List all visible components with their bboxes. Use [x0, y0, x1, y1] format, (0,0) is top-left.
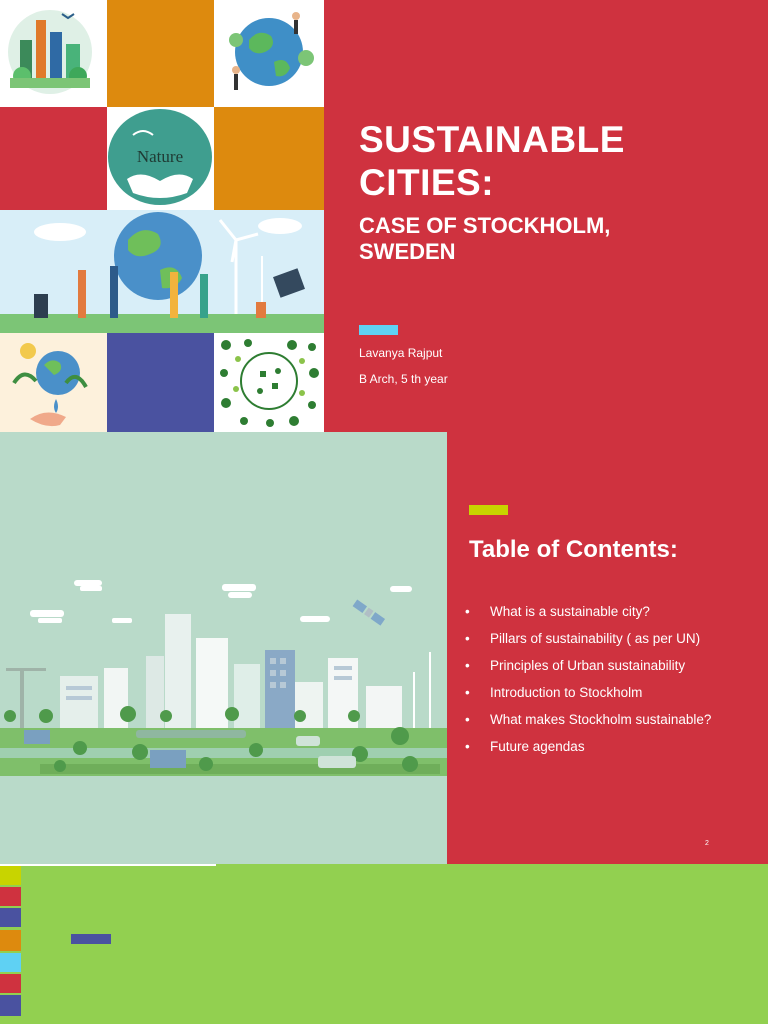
bullet-icon: • — [465, 604, 470, 619]
table-of-contents-heading: Table of Contents: — [469, 536, 678, 563]
red-block — [0, 107, 107, 210]
bullet-icon: • — [465, 712, 470, 727]
bullet-icon: • — [465, 739, 470, 754]
color-strip-navy — [0, 908, 21, 927]
toc-item: • Introduction to Stockholm — [465, 685, 643, 700]
accent-bar-lime — [469, 505, 508, 515]
bullet-icon: • — [465, 685, 470, 700]
nature-badge-text: Nature — [136, 147, 184, 166]
top-divider — [0, 864, 216, 866]
subtitle-line-2: SWEDEN — [359, 239, 456, 264]
title-line-1: SUSTAINABLE — [359, 119, 625, 160]
page-number: 2 — [705, 840, 709, 847]
color-strip-red-2 — [0, 974, 21, 993]
author-degree: B Arch, 5 th year — [359, 372, 448, 386]
bullet-icon: • — [465, 631, 470, 646]
eco-icons-globe-illustration — [214, 333, 324, 432]
green-city-illustration — [0, 0, 107, 107]
nature-hands-illustration — [107, 107, 214, 210]
city-illustration-panel — [0, 432, 447, 864]
presentation-subtitle — [359, 213, 759, 265]
toc-item: • Pillars of sustainability ( as per UN) — [465, 631, 701, 646]
orange-block — [107, 0, 214, 107]
section-slide — [0, 864, 768, 1024]
orange-block-2 — [214, 107, 324, 210]
title-line-2: CITIES: — [359, 162, 495, 203]
sustainable-city-illustration — [0, 432, 447, 864]
toc-item: • What makes Stockholm sustainable? — [465, 712, 712, 727]
section-slide-background — [0, 864, 768, 1024]
author-name: Lavanya Rajput — [359, 346, 443, 360]
title-slide — [0, 0, 768, 432]
bullet-icon: • — [465, 658, 470, 673]
table-of-contents-list — [465, 602, 725, 764]
color-strip-orange — [0, 930, 21, 951]
toc-item: • What is a sustainable city? — [465, 604, 650, 619]
color-strip-navy-2 — [0, 995, 21, 1016]
subtitle-line-1: CASE OF STOCKHOLM, — [359, 213, 611, 238]
navy-block — [107, 333, 214, 432]
globe-hands-illustration — [0, 333, 107, 432]
accent-bar-navy — [71, 934, 111, 944]
color-strip-blue — [0, 953, 21, 972]
people-earth-wind-illustration — [0, 210, 324, 333]
presentation-title — [359, 118, 759, 204]
globe-people-illustration — [214, 0, 324, 107]
accent-bar — [359, 325, 398, 335]
toc-item: • Future agendas — [465, 739, 585, 754]
color-strip-red — [0, 887, 21, 906]
color-strip-lime — [0, 866, 21, 885]
toc-item: • Principles of Urban sustainability — [465, 658, 686, 673]
